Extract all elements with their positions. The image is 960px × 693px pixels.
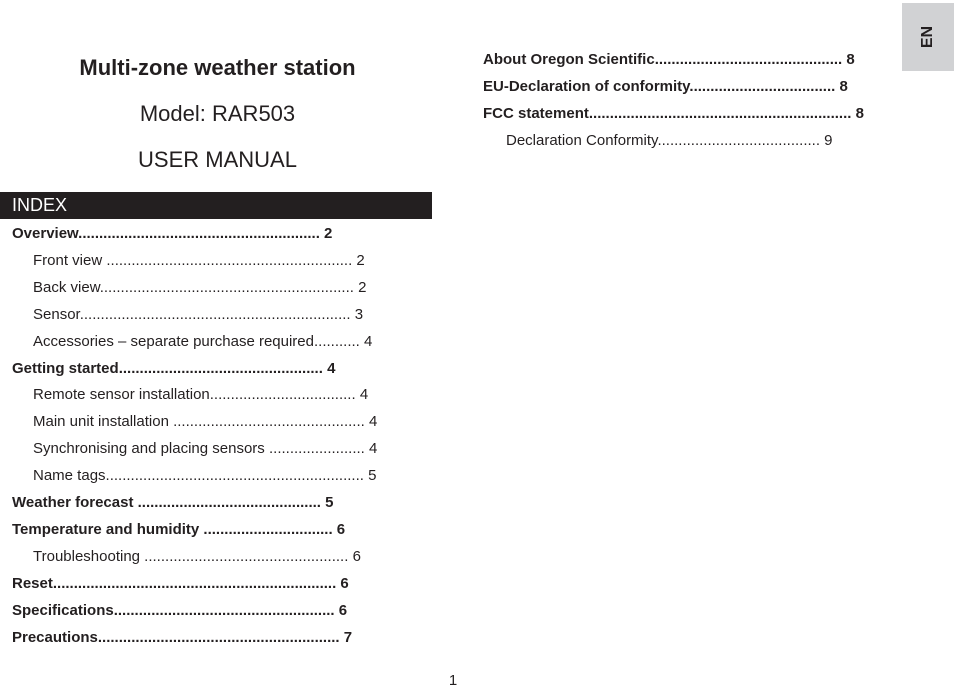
- toc-entry-title: Sensor: [33, 305, 80, 323]
- toc-leader-dots: .............................................................: [99, 278, 354, 296]
- toc-leader-dots: ...............................................................: [588, 104, 852, 122]
- toc-leader-dots: ...............................: [199, 520, 333, 538]
- toc-entry: [33, 409, 422, 435]
- toc-entry-page: 5: [368, 467, 377, 485]
- toc-entry: [33, 544, 422, 570]
- toc-entry-title: Remote sensor installation: [33, 386, 210, 404]
- toc-entry-page: 4: [369, 440, 378, 458]
- toc-leader-dots: ....................................................................: [52, 574, 337, 592]
- toc-leader-dots: ...................................: [689, 77, 836, 95]
- toc-entry: [33, 329, 422, 355]
- toc-leader-dots: .................................................: [118, 359, 323, 377]
- manual-label: USER MANUAL: [138, 147, 297, 172]
- toc-entry-page: 9: [824, 131, 833, 149]
- toc-entry-page: 4: [368, 413, 378, 431]
- toc-entry-title: Main unit installation: [33, 413, 169, 431]
- toc-entry-title: Precautions: [12, 628, 98, 646]
- toc-leader-dots: ...........: [314, 332, 360, 350]
- index-header: INDEX: [0, 192, 432, 219]
- toc-entry-page: 7: [343, 628, 353, 646]
- toc-entry: [12, 598, 422, 624]
- toc-leader-dots: .....................................................: [113, 601, 335, 619]
- toc-leader-dots: ..........................................................: [97, 628, 340, 646]
- toc-entry-title: Reset: [12, 574, 53, 592]
- toc-entry-title: Specifications: [12, 601, 114, 619]
- language-tab: [902, 3, 954, 71]
- toc-entry: [33, 248, 422, 274]
- toc-entry-title: Overview: [12, 225, 79, 242]
- toc-entry-page: 3: [354, 305, 364, 323]
- toc-entry-title: EU-Declaration of conformity: [483, 77, 690, 95]
- toc-entry-page: 4: [359, 386, 369, 404]
- toc-entry-page: 8: [839, 77, 848, 95]
- toc-entry: [506, 128, 888, 154]
- toc-entry: [483, 47, 888, 73]
- toc-entry-title: Accessories – separate purchase required: [33, 332, 314, 350]
- toc-entry-title: Front view: [33, 251, 103, 269]
- toc-entry-page: 8: [846, 51, 855, 68]
- toc-entry-page: 4: [327, 359, 336, 377]
- toc-entry-page: 2: [358, 278, 367, 296]
- toc-entry: [12, 356, 422, 382]
- toc-entry: [12, 221, 422, 247]
- toc-leader-dots: .......................: [264, 440, 365, 458]
- toc-leader-dots: .......................................: [657, 131, 820, 149]
- toc-entry: [33, 302, 422, 328]
- language-code: EN: [918, 25, 936, 49]
- toc-entry-page: 4: [364, 332, 373, 350]
- toc-leader-dots: ...........................................................: [102, 251, 353, 269]
- toc-entry-title: Troubleshooting: [33, 547, 141, 565]
- toc-leader-dots: .............................................: [654, 51, 843, 68]
- toc-entry-page: 6: [338, 601, 348, 619]
- toc-entry-title: Temperature and humidity: [12, 520, 200, 538]
- toc-leader-dots: ..........................................................: [78, 225, 320, 242]
- toc-entry-page: 6: [340, 574, 349, 592]
- toc-entry-page: 6: [336, 520, 346, 538]
- toc-entry: [33, 436, 422, 462]
- toc-entry-title: About Oregon Scientific: [483, 51, 655, 68]
- toc-entry-page: 2: [356, 251, 365, 269]
- toc-entry-title: Getting started: [12, 359, 119, 377]
- model-number: Model: RAR503: [139, 101, 296, 126]
- toc-entry-page: 2: [324, 225, 333, 242]
- toc-entry: [12, 490, 422, 516]
- manual-title-block: [50, 45, 385, 183]
- toc-entry: [33, 463, 422, 489]
- toc-leader-dots: ..............................................................: [105, 467, 364, 485]
- toc-entry-title: Back view: [33, 278, 100, 296]
- toc-entry-title: Weather forecast: [12, 494, 134, 511]
- toc-entry: [12, 625, 422, 651]
- toc-entry-page: 5: [325, 494, 334, 511]
- product-name: Multi-zone weather station: [79, 55, 356, 80]
- toc-entry: [33, 275, 422, 301]
- toc-entry: [12, 571, 422, 597]
- toc-entry: [12, 517, 422, 543]
- toc-entry-page: 6: [352, 547, 361, 565]
- toc-entry-title: Name tags: [33, 467, 106, 485]
- toc-entry-page: 8: [855, 104, 864, 122]
- toc-leader-dots: .................................................................: [79, 305, 351, 323]
- toc-entry: [483, 74, 888, 100]
- toc-leader-dots: .................................................: [140, 547, 349, 565]
- toc-entry: [33, 382, 422, 408]
- toc-leader-dots: ...................................: [209, 386, 356, 404]
- toc-leader-dots: ............................................: [133, 494, 321, 511]
- page-number: 1: [448, 672, 458, 689]
- toc-entry-title: Declaration Conformity: [506, 131, 658, 149]
- toc-entry-title: Synchronising and placing sensors: [33, 440, 265, 458]
- toc-entry: [483, 101, 888, 127]
- toc-entry-title: FCC statement: [483, 104, 589, 122]
- toc-leader-dots: ..............................................: [168, 413, 365, 431]
